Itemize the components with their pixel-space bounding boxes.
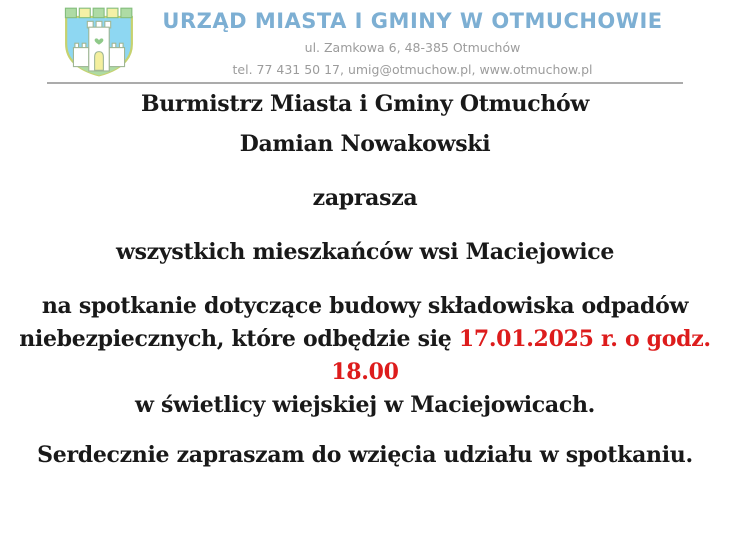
sender-name: Damian Nowakowski [239,131,491,157]
audience-line: wszystkich mieszkańców wsi Maciejowice [115,239,615,265]
details-line-1: na spotkanie dotyczące budowy składowiska odpadów [41,293,689,319]
organization-name: URZĄD MIASTA I GMINY W OTMUCHOWIE [162,9,663,33]
meeting-details [0,290,730,422]
invitation-word: zaprasza [312,185,418,211]
header-divider [47,82,683,84]
meeting-place: w świetlicy wiejskiej w Maciejowicach. [134,392,596,418]
letterhead-text [140,9,685,77]
details-line-2 [0,323,730,356]
details-line-2-text: niebezpiecznych, które odbędzie się [19,326,459,352]
meeting-date: 17.01.2025 r. o godz. [458,326,711,352]
meeting-time: 18.00 [331,359,399,385]
address-line: ul. Zamkowa 6, 48-385 Otmuchów [304,40,521,55]
sender-title: Burmistrz Miasta i Gminy Otmuchów [140,91,590,117]
letterhead [0,9,730,77]
otmuchow-coat-of-arms-icon [62,6,136,79]
contact-line: tel. 77 431 50 17, umig@otmuchow.pl, www.otmuchow.pl [232,62,593,77]
announcement-body [0,88,730,472]
closing-line: Serdecznie zapraszam do wzięcia udziału w spotkaniu. [37,442,693,468]
